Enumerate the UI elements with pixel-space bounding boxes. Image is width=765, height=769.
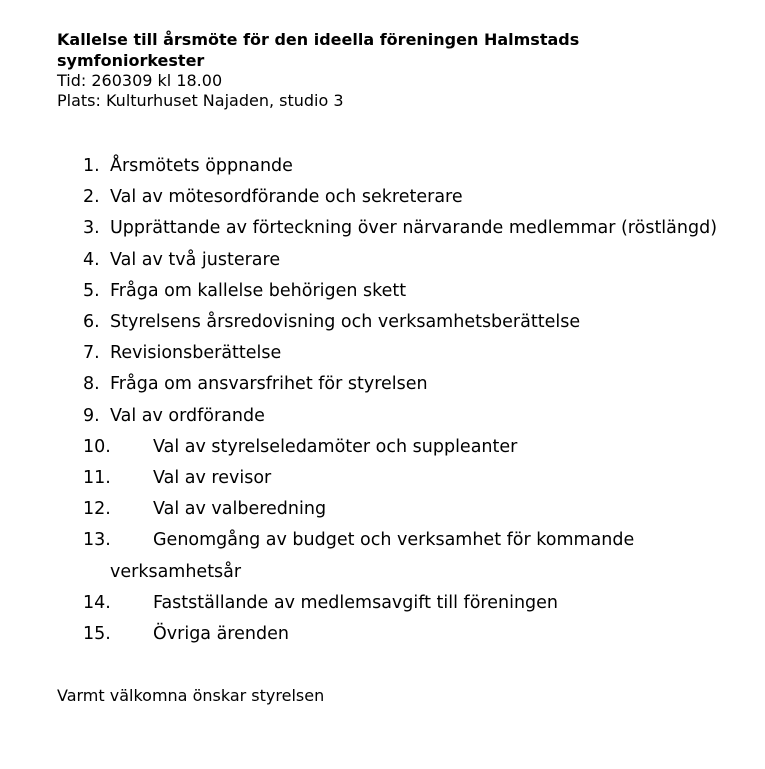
agenda-item-number: 13. <box>83 530 111 551</box>
agenda-item-text: Genomgång av budget och verksamhet för kommande verksamhetsår <box>110 530 635 582</box>
agenda-item <box>83 494 743 525</box>
agenda-item <box>83 276 743 307</box>
agenda-item-number: 15. <box>83 624 111 645</box>
agenda-item <box>83 401 743 432</box>
document-title: Kallelse till årsmöte för den ideella föreningen Halmstads symfoniorkester <box>57 30 580 70</box>
agenda-item-number: 3. <box>83 218 100 239</box>
agenda-item <box>83 182 743 213</box>
agenda-item-text: Övriga ärenden <box>153 624 289 645</box>
closing-greeting: Varmt välkomna önskar styrelsen <box>57 686 325 705</box>
agenda-item-text: Fastställande av medlemsavgift till föreningen <box>153 592 558 613</box>
agenda-item-number: 2. <box>83 187 100 208</box>
agenda-item <box>83 151 743 182</box>
agenda-item-text: Styrelsens årsredovisning och verksamhetsberättelse <box>110 312 581 333</box>
agenda-item-text: Val av styrelseledamöter och suppleanter <box>153 436 518 457</box>
agenda-item-number: 6. <box>83 312 100 333</box>
agenda-item-text: Revisionsberättelse <box>110 343 282 364</box>
agenda-item <box>83 619 743 650</box>
agenda-item <box>83 369 743 400</box>
agenda-item-number: 11. <box>83 468 111 489</box>
agenda-item-number: 8. <box>83 374 100 395</box>
agenda-item-text: Val av mötesordförande och sekreterare <box>110 187 463 208</box>
agenda-item-number: 5. <box>83 280 100 301</box>
agenda-item <box>83 338 743 369</box>
agenda-item-text: Val av valberedning <box>153 499 327 520</box>
agenda-item <box>83 463 743 494</box>
agenda-item-text: Upprättande av förteckning över närvarande medlemmar (röstlängd) <box>110 218 718 239</box>
agenda-item <box>83 213 743 244</box>
agenda-item <box>83 588 743 619</box>
agenda-list <box>83 151 743 650</box>
document <box>57 29 747 705</box>
agenda-item-number: 12. <box>83 499 111 520</box>
agenda-item-text: Val av ordförande <box>110 405 265 426</box>
agenda-item <box>83 525 743 587</box>
agenda-item-text: Årsmötets öppnande <box>110 156 293 176</box>
agenda-item-number: 1. <box>83 156 100 176</box>
agenda-item-text: Val av revisor <box>153 468 272 489</box>
meeting-time: Tid: 260309 kl 18.00 <box>57 71 223 90</box>
agenda-item-number: 9. <box>83 405 100 426</box>
agenda-item <box>83 432 743 463</box>
agenda-item-number: 7. <box>83 343 100 364</box>
agenda-item <box>83 307 743 338</box>
agenda-item-number: 14. <box>83 592 111 613</box>
agenda-item-text: Fråga om kallelse behörigen skett <box>110 280 407 301</box>
agenda-item-text: Fråga om ansvarsfrihet för styrelsen <box>110 374 428 395</box>
meeting-place: Plats: Kulturhuset Najaden, studio 3 <box>57 91 344 110</box>
agenda-item-number: 4. <box>83 249 100 270</box>
agenda-item-text: Val av två justerare <box>110 249 281 270</box>
agenda-item-number: 10. <box>83 436 111 457</box>
agenda-item <box>83 245 743 276</box>
